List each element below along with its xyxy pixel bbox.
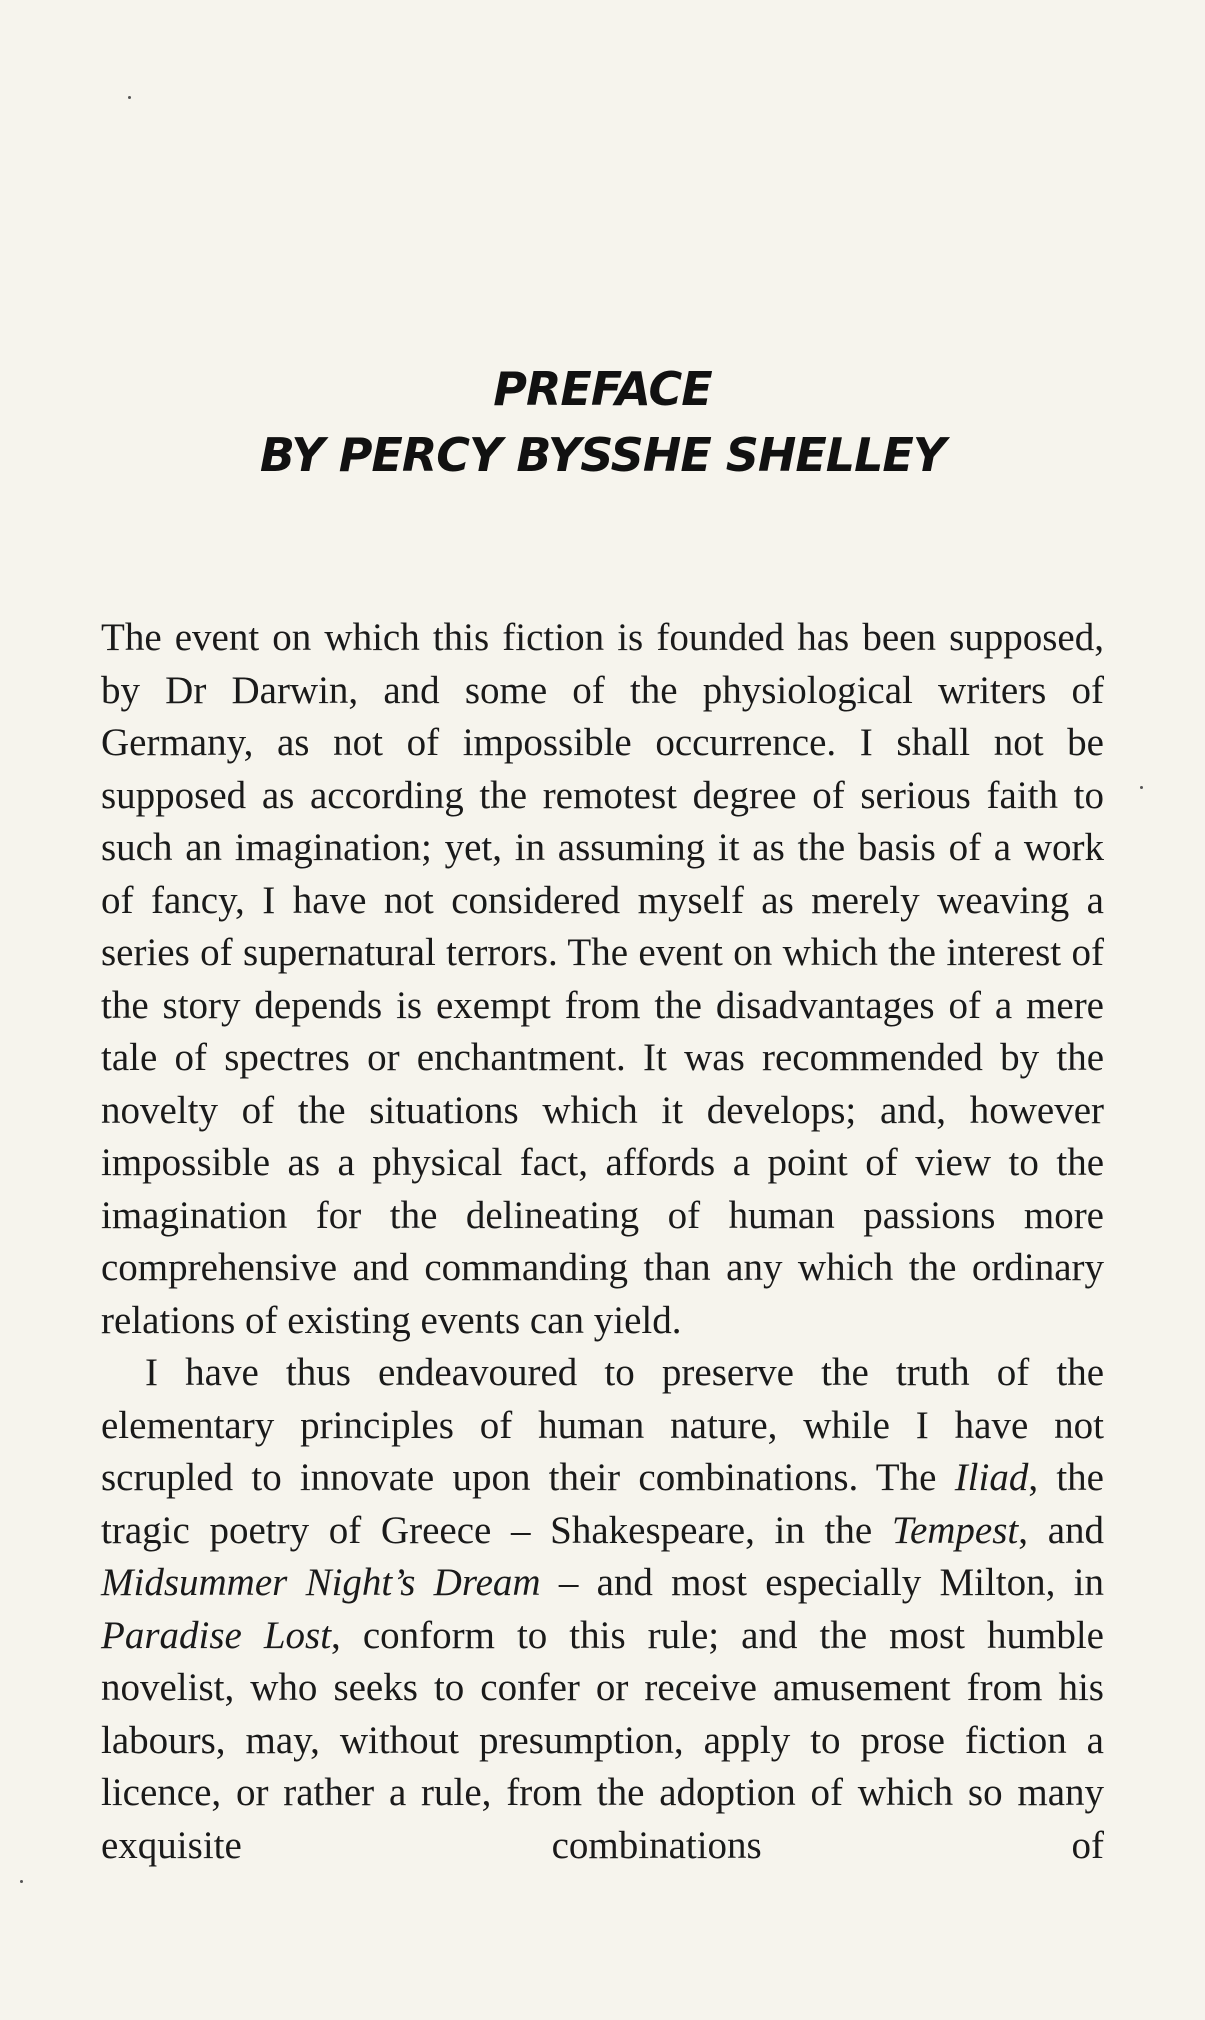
paragraph-1: The event on which this fiction is founded has been supposed, by Dr Darwin, and some of the physiological writers of Germany, as not of impossible occurrence. I shall not be supposed as according the remotest degree of serious faith to such an imagination; yet, in assuming it as the basis of a work of fancy, I have not considered myself as merely weaving a series of supernatural terrors. The event on which the interest of the story depends is exempt from the disadvantages of a mere tale of spectres or enchantment. It was recommended by the novelty of the situations which it develops; and, however impossible as a physical fact, affords a point of view to the imagination for the delineating of human passions more comprehensive and commanding than any which the ordinary relations of existing events can yield. — [101, 616, 1104, 1342]
paragraph-2-part-1: I have thus endeavoured to preserve the truth of the elementary principles of human nature, while I have not scrupled to innovate upon their combinations. The — [101, 1351, 1104, 1499]
preface-body — [101, 612, 1104, 1872]
title-paradise-lost: Paradise Lost — [101, 1613, 332, 1657]
paper-speck — [20, 1880, 23, 1883]
preface-author-byline: BY PERCY BYSSHE SHELLEY — [259, 428, 946, 482]
paragraph-2-part-4: – and most especially Milton, in — [540, 1561, 1104, 1604]
paragraph-2-part-3: , and — [1018, 1508, 1105, 1552]
paragraph-2 — [101, 1347, 1104, 1872]
paper-speck — [1140, 786, 1143, 789]
paper-speck — [128, 96, 131, 99]
preface-title: PREFACE — [493, 362, 712, 416]
paragraph-2-part-2: , the tragic poetry of Greece – Shakespeare, in the — [101, 1456, 1104, 1552]
title-iliad: Iliad — [954, 1456, 1029, 1499]
title-tempest: Tempest — [891, 1508, 1019, 1552]
title-midsummer-nights-dream: Midsummer Night’s Dream — [101, 1561, 541, 1604]
paragraph-2-part-5: , conform to this rule; and the most humble novelist, who seeks to confer or receive amusement from his labours, may, without presumption, apply to prose fiction a licence, or rather a rule, from the adoption of which so many exquisite combinations of — [101, 1613, 1104, 1867]
